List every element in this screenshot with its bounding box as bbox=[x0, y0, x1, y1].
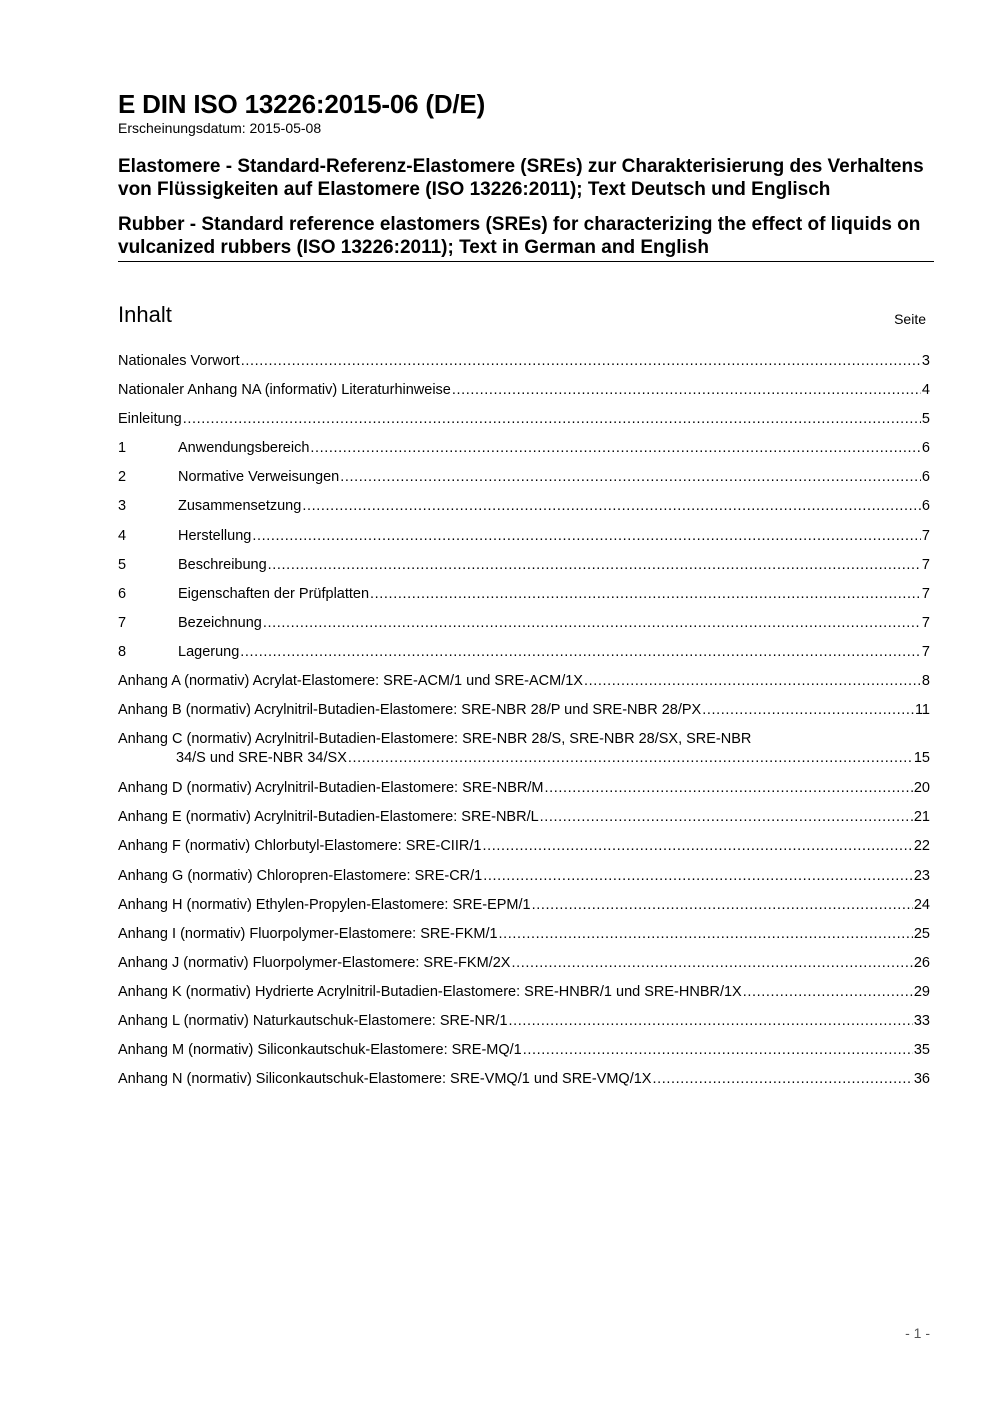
toc-entry[interactable] bbox=[118, 925, 930, 954]
toc-entry-number: 6 bbox=[118, 585, 127, 602]
toc-entry-page: 22 bbox=[913, 838, 930, 855]
toc-dot-leader bbox=[302, 497, 921, 515]
publication-date: Erscheinungsdatum: 2015-05-08 bbox=[118, 120, 322, 136]
toc-entry[interactable] bbox=[118, 808, 930, 837]
toc-entry[interactable] bbox=[118, 779, 930, 808]
toc-entry-text: Anhang B (normativ) Acrylnitril-Butadien-Elastomere: SRE-NBR 28/P und SRE-NBR 28/PX bbox=[118, 702, 702, 719]
toc-entry-page: 8 bbox=[921, 673, 930, 690]
toc-entry-page: 6 bbox=[921, 440, 930, 457]
toc-entry-page: 4 bbox=[921, 382, 930, 399]
page-number: - 1 - bbox=[905, 1325, 930, 1341]
toc-dot-leader bbox=[702, 701, 914, 719]
toc-entry-page: 7 bbox=[921, 527, 930, 544]
toc-heading: Inhalt bbox=[118, 302, 172, 327]
toc-entry[interactable] bbox=[118, 468, 930, 497]
toc-entry-page: 21 bbox=[913, 809, 930, 826]
toc-dot-leader bbox=[268, 556, 921, 574]
toc-entry[interactable] bbox=[118, 837, 930, 866]
toc-dot-leader bbox=[310, 439, 921, 457]
toc-page-label: Seite bbox=[894, 311, 926, 327]
document-id: E DIN ISO 13226:2015-06 (D/E) bbox=[118, 89, 486, 119]
toc-entry-page: 3 bbox=[921, 353, 930, 369]
toc-entry-number: 7 bbox=[118, 614, 127, 631]
toc-entry-text: Anhang M (normativ) Siliconkautschuk-Elastomere: SRE-MQ/1 bbox=[118, 1042, 522, 1059]
toc-entry-text: Beschreibung bbox=[178, 556, 267, 573]
toc-entry-text-continued: 34/S und SRE-NBR 34/SX bbox=[176, 750, 347, 767]
toc-entry-page: 26 bbox=[913, 954, 930, 971]
toc-entry-text: Eigenschaften der Prüfplatten bbox=[178, 585, 370, 602]
toc-entry-text: Anhang K (normativ) Hydrierte Acrylnitril-Butadien-Elastomere: SRE-HNBR/1 und SRE-HNBR/1X bbox=[118, 983, 742, 1000]
toc-dot-leader bbox=[183, 410, 921, 428]
toc-dot-leader bbox=[263, 614, 921, 632]
toc-dot-leader bbox=[544, 779, 912, 797]
toc-entry-number: 2 bbox=[118, 469, 127, 486]
toc-dot-leader bbox=[584, 672, 921, 690]
toc-entry-text: Anhang J (normativ) Fluorpolymer-Elastomere: SRE-FKM/2X bbox=[118, 954, 511, 971]
toc-entry-page: 11 bbox=[914, 702, 930, 719]
toc-entry[interactable] bbox=[118, 556, 930, 585]
toc-dot-leader bbox=[511, 954, 912, 972]
toc-entry-page: 36 bbox=[913, 1071, 930, 1088]
toc-entry[interactable] bbox=[118, 497, 930, 526]
toc-entry-text: Anhang I (normativ) Fluorpolymer-Elastomere: SRE-FKM/1 bbox=[118, 925, 498, 942]
toc-entry[interactable] bbox=[118, 381, 930, 410]
toc-entry[interactable] bbox=[118, 614, 930, 643]
toc-entry-page: 25 bbox=[913, 925, 930, 942]
toc-entry[interactable] bbox=[118, 439, 930, 468]
toc-entry-page: 23 bbox=[913, 867, 930, 884]
toc-dot-leader bbox=[340, 468, 921, 486]
toc-dot-leader bbox=[241, 352, 921, 370]
toc-dot-leader bbox=[240, 643, 921, 661]
toc-dot-leader bbox=[252, 527, 921, 545]
toc-entry-text: Anhang F (normativ) Chlorbutyl-Elastomere: SRE-CIIR/1 bbox=[118, 838, 482, 855]
toc-entry-text: Anwendungsbereich bbox=[178, 440, 310, 457]
toc-entry-text: Normative Verweisungen bbox=[178, 469, 340, 486]
toc-entry-number: 4 bbox=[118, 527, 127, 544]
toc-entry[interactable] bbox=[118, 1012, 930, 1041]
toc-entry[interactable] bbox=[118, 896, 930, 925]
toc-entry-text: Anhang C (normativ) Acrylnitril-Butadien-Elastomere: SRE-NBR 28/S, SRE-NBR 28/SX, SRE-NBR bbox=[118, 731, 752, 748]
toc-dot-leader bbox=[523, 1041, 913, 1059]
toc-entry-text: Anhang E (normativ) Acrylnitril-Butadien-Elastomere: SRE-NBR/L bbox=[118, 809, 539, 826]
toc-entry-number: 3 bbox=[118, 498, 127, 515]
toc-dot-leader bbox=[652, 1070, 912, 1088]
toc-dot-leader bbox=[483, 867, 913, 885]
toc-entry[interactable] bbox=[118, 352, 930, 381]
toc-dot-leader bbox=[452, 381, 921, 399]
toc-entry-page: 29 bbox=[913, 983, 930, 1000]
toc-entry[interactable] bbox=[118, 701, 930, 730]
toc-entry-number: 8 bbox=[118, 643, 127, 660]
toc-entry[interactable] bbox=[118, 983, 930, 1012]
toc-entry-page: 7 bbox=[921, 614, 930, 631]
toc-entry-text: Einleitung bbox=[118, 411, 182, 428]
table-of-contents bbox=[118, 352, 930, 1099]
toc-entry[interactable] bbox=[118, 672, 930, 701]
toc-entry[interactable] bbox=[118, 410, 930, 439]
title-german: Elastomere - Standard-Referenz-Elastomere (SREs) zur Charakterisierung des Verhaltens von Flüssigkeiten auf Elastomere (ISO 13226:2011); Text Deutsch und Englisch bbox=[118, 156, 924, 200]
toc-dot-leader bbox=[370, 585, 921, 603]
toc-dot-leader bbox=[499, 925, 913, 943]
toc-entry-page: 6 bbox=[921, 498, 930, 515]
toc-dot-leader bbox=[509, 1012, 913, 1030]
toc-entry[interactable] bbox=[118, 643, 930, 672]
toc-entry-text: Anhang H (normativ) Ethylen-Propylen-Elastomere: SRE-EPM/1 bbox=[118, 896, 531, 913]
toc-entry-text: Anhang L (normativ) Naturkautschuk-Elastomere: SRE-NR/1 bbox=[118, 1012, 508, 1029]
toc-entry[interactable] bbox=[118, 954, 930, 983]
toc-entry-page: 7 bbox=[921, 556, 930, 573]
toc-entry-page: 33 bbox=[913, 1012, 930, 1029]
toc-entry-page: 35 bbox=[913, 1042, 930, 1059]
toc-entry[interactable] bbox=[118, 867, 930, 896]
toc-dot-leader bbox=[540, 808, 913, 826]
toc-entry-number: 1 bbox=[118, 440, 127, 457]
toc-entry-text: Bezeichnung bbox=[178, 614, 262, 631]
toc-entry-number: 5 bbox=[118, 556, 127, 573]
toc-dot-leader bbox=[348, 749, 913, 768]
toc-entry[interactable] bbox=[118, 1070, 930, 1099]
toc-entry-text: Anhang A (normativ) Acrylat-Elastomere: SRE-ACM/1 und SRE-ACM/1X bbox=[118, 673, 583, 690]
toc-entry[interactable] bbox=[118, 527, 930, 556]
toc-dot-leader bbox=[482, 837, 912, 855]
toc-entry-text: Nationales Vorwort bbox=[118, 353, 240, 369]
toc-entry-page: 6 bbox=[921, 469, 930, 486]
toc-entry-page: 15 bbox=[913, 750, 930, 767]
toc-entry-text: Nationaler Anhang NA (informativ) Literaturhinweise bbox=[118, 382, 451, 399]
toc-entry-page: 20 bbox=[913, 780, 930, 797]
toc-dot-leader bbox=[743, 983, 913, 1001]
toc-entry[interactable] bbox=[118, 585, 930, 614]
toc-entry-page: 7 bbox=[921, 643, 930, 660]
toc-entry-text: Herstellung bbox=[178, 527, 252, 544]
toc-entry-page: 5 bbox=[921, 411, 930, 428]
document-page bbox=[118, 88, 934, 1099]
title-english: Rubber - Standard reference elastomers (SREs) for characterizing the effect of liquids on vulcanized rubbers (ISO 13226:2011); Text in German and English bbox=[118, 213, 934, 262]
toc-entry-text: Anhang N (normativ) Siliconkautschuk-Elastomere: SRE-VMQ/1 und SRE-VMQ/1X bbox=[118, 1071, 652, 1088]
toc-entry[interactable] bbox=[118, 1041, 930, 1070]
toc-entry[interactable] bbox=[118, 730, 930, 779]
toc-entry-text: Zusammensetzung bbox=[178, 498, 302, 515]
toc-entry-text: Anhang D (normativ) Acrylnitril-Butadien-Elastomere: SRE-NBR/M bbox=[118, 780, 544, 797]
toc-entry-page: 7 bbox=[921, 585, 930, 602]
toc-entry-text: Anhang G (normativ) Chloropren-Elastomere: SRE-CR/1 bbox=[118, 867, 483, 884]
toc-entry-text: Lagerung bbox=[178, 643, 240, 660]
toc-header bbox=[118, 302, 934, 328]
toc-entry-page: 24 bbox=[913, 896, 930, 913]
toc-dot-leader bbox=[532, 896, 913, 914]
